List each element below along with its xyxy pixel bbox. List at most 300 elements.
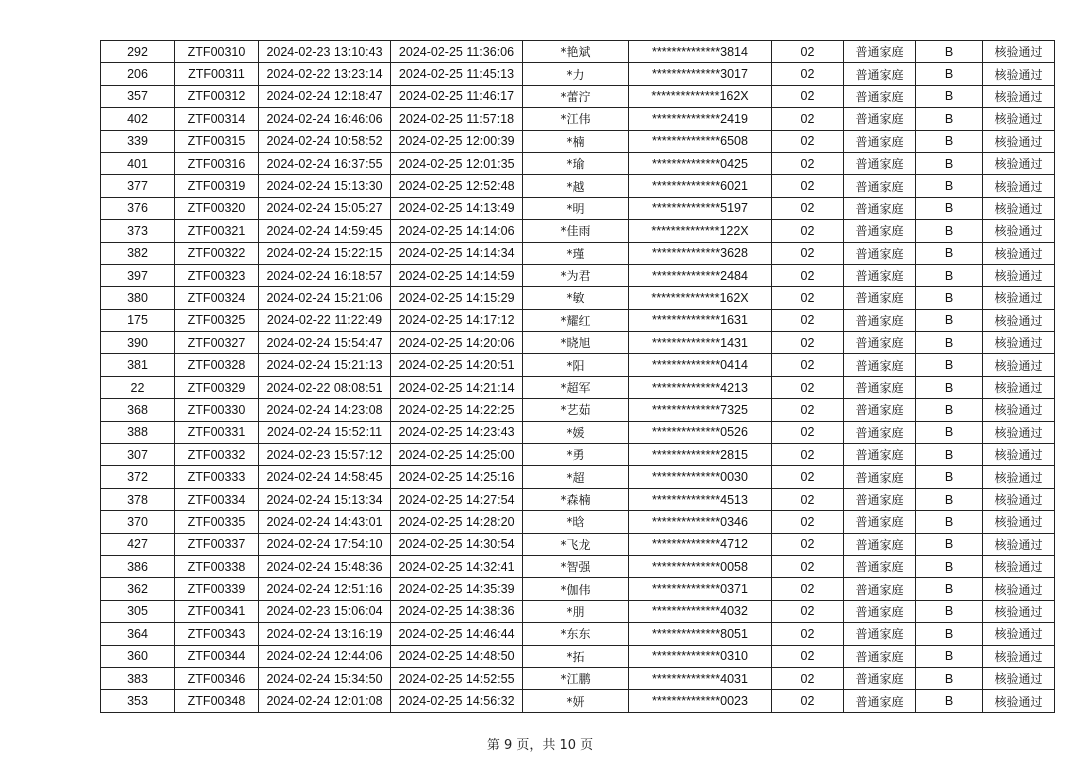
status-cell: 核验通过 (983, 578, 1055, 600)
status-cell: 核验通过 (983, 444, 1055, 466)
family-type-cell: 普通家庭 (844, 354, 916, 376)
review-time-cell: 2024-02-25 11:36:06 (391, 41, 523, 63)
serial-no-cell: 373 (101, 220, 175, 242)
category-code-cell: 02 (772, 309, 844, 331)
family-type-cell: 普通家庭 (844, 41, 916, 63)
table-row (101, 197, 1055, 219)
serial-no-cell: 386 (101, 555, 175, 577)
application-id-cell: ZTF00348 (175, 690, 259, 712)
applicant-name-cell: *东东 (523, 623, 629, 645)
category-code-cell: 02 (772, 197, 844, 219)
review-time-cell: 2024-02-25 12:01:35 (391, 152, 523, 174)
family-type-cell: 普通家庭 (844, 220, 916, 242)
status-cell: 核验通过 (983, 152, 1055, 174)
category-code-cell: 02 (772, 63, 844, 85)
table-row (101, 444, 1055, 466)
serial-no-cell: 378 (101, 488, 175, 510)
grade-cell: B (916, 332, 983, 354)
review-time-cell: 2024-02-25 12:52:48 (391, 175, 523, 197)
submit-time-cell: 2024-02-24 12:44:06 (259, 645, 391, 667)
applicant-name-cell: *晗 (523, 511, 629, 533)
table-row (101, 578, 1055, 600)
applicant-name-cell: *超 (523, 466, 629, 488)
family-type-cell: 普通家庭 (844, 466, 916, 488)
id-number-cell: **************4513 (629, 488, 772, 510)
applicant-name-cell: *为君 (523, 264, 629, 286)
category-code-cell: 02 (772, 645, 844, 667)
family-type-cell: 普通家庭 (844, 578, 916, 600)
family-type-cell: 普通家庭 (844, 645, 916, 667)
review-time-cell: 2024-02-25 14:38:36 (391, 600, 523, 622)
application-id-cell: ZTF00310 (175, 41, 259, 63)
id-number-cell: **************7325 (629, 399, 772, 421)
grade-cell: B (916, 623, 983, 645)
family-type-cell: 普通家庭 (844, 444, 916, 466)
category-code-cell: 02 (772, 264, 844, 286)
applicant-name-cell: *越 (523, 175, 629, 197)
serial-no-cell: 362 (101, 578, 175, 600)
application-id-cell: ZTF00337 (175, 533, 259, 555)
family-type-cell: 普通家庭 (844, 421, 916, 443)
serial-no-cell: 372 (101, 466, 175, 488)
table-row (101, 41, 1055, 63)
applicant-name-cell: *智强 (523, 555, 629, 577)
application-id-cell: ZTF00322 (175, 242, 259, 264)
id-number-cell: **************0425 (629, 152, 772, 174)
status-cell: 核验通过 (983, 197, 1055, 219)
serial-no-cell: 380 (101, 287, 175, 309)
id-number-cell: **************0310 (629, 645, 772, 667)
category-code-cell: 02 (772, 108, 844, 130)
review-time-cell: 2024-02-25 11:46:17 (391, 85, 523, 107)
family-type-cell: 普通家庭 (844, 242, 916, 264)
table-row (101, 690, 1055, 712)
submit-time-cell: 2024-02-24 15:21:06 (259, 287, 391, 309)
id-number-cell: **************0023 (629, 690, 772, 712)
category-code-cell: 02 (772, 399, 844, 421)
family-type-cell: 普通家庭 (844, 287, 916, 309)
category-code-cell: 02 (772, 175, 844, 197)
status-cell: 核验通过 (983, 667, 1055, 689)
review-time-cell: 2024-02-25 14:21:14 (391, 376, 523, 398)
submit-time-cell: 2024-02-24 14:43:01 (259, 511, 391, 533)
category-code-cell: 02 (772, 466, 844, 488)
submit-time-cell: 2024-02-24 17:54:10 (259, 533, 391, 555)
category-code-cell: 02 (772, 533, 844, 555)
category-code-cell: 02 (772, 130, 844, 152)
family-type-cell: 普通家庭 (844, 85, 916, 107)
table-row (101, 63, 1055, 85)
table-row (101, 332, 1055, 354)
table-row (101, 533, 1055, 555)
submit-time-cell: 2024-02-24 15:13:34 (259, 488, 391, 510)
category-code-cell: 02 (772, 421, 844, 443)
family-type-cell: 普通家庭 (844, 690, 916, 712)
applicant-name-cell: *明 (523, 197, 629, 219)
applicant-name-cell: *伽伟 (523, 578, 629, 600)
submit-time-cell: 2024-02-24 16:37:55 (259, 152, 391, 174)
serial-no-cell: 370 (101, 511, 175, 533)
application-id-cell: ZTF00331 (175, 421, 259, 443)
grade-cell: B (916, 690, 983, 712)
serial-no-cell: 402 (101, 108, 175, 130)
status-cell: 核验通过 (983, 41, 1055, 63)
page-number-footer: 第 9 页，共 10 页 (486, 738, 594, 753)
submit-time-cell: 2024-02-22 13:23:14 (259, 63, 391, 85)
grade-cell: B (916, 220, 983, 242)
grade-cell: B (916, 600, 983, 622)
application-id-cell: ZTF00334 (175, 488, 259, 510)
submit-time-cell: 2024-02-24 10:58:52 (259, 130, 391, 152)
application-id-cell: ZTF00319 (175, 175, 259, 197)
review-time-cell: 2024-02-25 14:25:00 (391, 444, 523, 466)
application-id-cell: ZTF00344 (175, 645, 259, 667)
submit-time-cell: 2024-02-22 08:08:51 (259, 376, 391, 398)
status-cell: 核验通过 (983, 354, 1055, 376)
review-time-cell: 2024-02-25 14:56:32 (391, 690, 523, 712)
table-row (101, 264, 1055, 286)
category-code-cell: 02 (772, 444, 844, 466)
status-cell: 核验通过 (983, 242, 1055, 264)
application-id-cell: ZTF00320 (175, 197, 259, 219)
status-cell: 核验通过 (983, 85, 1055, 107)
grade-cell: B (916, 645, 983, 667)
application-id-cell: ZTF00316 (175, 152, 259, 174)
grade-cell: B (916, 511, 983, 533)
table-row (101, 421, 1055, 443)
grade-cell: B (916, 376, 983, 398)
submit-time-cell: 2024-02-24 15:21:13 (259, 354, 391, 376)
grade-cell: B (916, 85, 983, 107)
family-type-cell: 普通家庭 (844, 332, 916, 354)
grade-cell: B (916, 287, 983, 309)
serial-no-cell: 353 (101, 690, 175, 712)
applicant-name-cell: *佳雨 (523, 220, 629, 242)
submit-time-cell: 2024-02-24 12:01:08 (259, 690, 391, 712)
family-type-cell: 普通家庭 (844, 511, 916, 533)
submit-time-cell: 2024-02-24 15:54:47 (259, 332, 391, 354)
grade-cell: B (916, 466, 983, 488)
review-time-cell: 2024-02-25 11:45:13 (391, 63, 523, 85)
serial-no-cell: 382 (101, 242, 175, 264)
id-number-cell: **************4712 (629, 533, 772, 555)
table-row (101, 354, 1055, 376)
table-row (101, 242, 1055, 264)
status-cell: 核验通过 (983, 399, 1055, 421)
serial-no-cell: 360 (101, 645, 175, 667)
application-id-cell: ZTF00311 (175, 63, 259, 85)
review-time-cell: 2024-02-25 14:14:59 (391, 264, 523, 286)
grade-cell: B (916, 242, 983, 264)
applicant-name-cell: *敏 (523, 287, 629, 309)
review-time-cell: 2024-02-25 11:57:18 (391, 108, 523, 130)
id-number-cell: **************2484 (629, 264, 772, 286)
applicant-name-cell: *超军 (523, 376, 629, 398)
category-code-cell: 02 (772, 354, 844, 376)
review-time-cell: 2024-02-25 14:27:54 (391, 488, 523, 510)
submit-time-cell: 2024-02-24 14:23:08 (259, 399, 391, 421)
table-row (101, 600, 1055, 622)
table-row (101, 555, 1055, 577)
grade-cell: B (916, 488, 983, 510)
application-id-cell: ZTF00330 (175, 399, 259, 421)
application-id-cell: ZTF00339 (175, 578, 259, 600)
category-code-cell: 02 (772, 578, 844, 600)
grade-cell: B (916, 41, 983, 63)
status-cell: 核验通过 (983, 690, 1055, 712)
applicant-name-cell: *媛 (523, 421, 629, 443)
grade-cell: B (916, 533, 983, 555)
category-code-cell: 02 (772, 600, 844, 622)
family-type-cell: 普通家庭 (844, 623, 916, 645)
table-row (101, 130, 1055, 152)
table-row (101, 511, 1055, 533)
family-type-cell: 普通家庭 (844, 533, 916, 555)
applicant-name-cell: *楠 (523, 130, 629, 152)
application-id-cell: ZTF00332 (175, 444, 259, 466)
status-cell: 核验通过 (983, 645, 1055, 667)
applicant-name-cell: *蕾泞 (523, 85, 629, 107)
family-type-cell: 普通家庭 (844, 175, 916, 197)
grade-cell: B (916, 63, 983, 85)
id-number-cell: **************2419 (629, 108, 772, 130)
table-row (101, 152, 1055, 174)
table-row (101, 667, 1055, 689)
submit-time-cell: 2024-02-24 15:05:27 (259, 197, 391, 219)
review-time-cell: 2024-02-25 14:14:34 (391, 242, 523, 264)
family-type-cell: 普通家庭 (844, 488, 916, 510)
category-code-cell: 02 (772, 690, 844, 712)
table-row (101, 309, 1055, 331)
grade-cell: B (916, 197, 983, 219)
status-cell: 核验通过 (983, 466, 1055, 488)
review-time-cell: 2024-02-25 14:46:44 (391, 623, 523, 645)
table-row (101, 645, 1055, 667)
submit-time-cell: 2024-02-24 12:51:16 (259, 578, 391, 600)
serial-no-cell: 364 (101, 623, 175, 645)
submit-time-cell: 2024-02-24 15:13:30 (259, 175, 391, 197)
application-id-cell: ZTF00335 (175, 511, 259, 533)
serial-no-cell: 377 (101, 175, 175, 197)
grade-cell: B (916, 399, 983, 421)
status-cell: 核验通过 (983, 130, 1055, 152)
review-time-cell: 2024-02-25 14:48:50 (391, 645, 523, 667)
family-type-cell: 普通家庭 (844, 264, 916, 286)
submit-time-cell: 2024-02-24 16:46:06 (259, 108, 391, 130)
serial-no-cell: 427 (101, 533, 175, 555)
id-number-cell: **************162X (629, 85, 772, 107)
review-time-cell: 2024-02-25 12:00:39 (391, 130, 523, 152)
submit-time-cell: 2024-02-23 15:06:04 (259, 600, 391, 622)
submit-time-cell: 2024-02-24 15:22:15 (259, 242, 391, 264)
grade-cell: B (916, 175, 983, 197)
id-number-cell: **************5197 (629, 197, 772, 219)
serial-no-cell: 381 (101, 354, 175, 376)
review-time-cell: 2024-02-25 14:28:20 (391, 511, 523, 533)
submit-time-cell: 2024-02-24 15:34:50 (259, 667, 391, 689)
serial-no-cell: 368 (101, 399, 175, 421)
id-number-cell: **************0030 (629, 466, 772, 488)
status-cell: 核验通过 (983, 555, 1055, 577)
applicant-name-cell: *晓旭 (523, 332, 629, 354)
application-id-cell: ZTF00325 (175, 309, 259, 331)
applicant-name-cell: *瑾 (523, 242, 629, 264)
id-number-cell: **************3628 (629, 242, 772, 264)
id-number-cell: **************0526 (629, 421, 772, 443)
id-number-cell: **************3017 (629, 63, 772, 85)
serial-no-cell: 206 (101, 63, 175, 85)
table-row (101, 399, 1055, 421)
applicant-name-cell: *艺茹 (523, 399, 629, 421)
application-id-cell: ZTF00329 (175, 376, 259, 398)
applicant-name-cell: *力 (523, 63, 629, 85)
application-id-cell: ZTF00338 (175, 555, 259, 577)
applicant-name-cell: *江鹏 (523, 667, 629, 689)
submit-time-cell: 2024-02-22 11:22:49 (259, 309, 391, 331)
id-number-cell: **************4031 (629, 667, 772, 689)
id-number-cell: **************0346 (629, 511, 772, 533)
review-time-cell: 2024-02-25 14:20:51 (391, 354, 523, 376)
table-row (101, 85, 1055, 107)
status-cell: 核验通过 (983, 376, 1055, 398)
application-id-cell: ZTF00324 (175, 287, 259, 309)
grade-cell: B (916, 578, 983, 600)
category-code-cell: 02 (772, 85, 844, 107)
application-id-cell: ZTF00346 (175, 667, 259, 689)
table-row (101, 623, 1055, 645)
id-number-cell: **************3814 (629, 41, 772, 63)
table-row (101, 175, 1055, 197)
review-time-cell: 2024-02-25 14:15:29 (391, 287, 523, 309)
id-number-cell: **************122X (629, 220, 772, 242)
application-id-cell: ZTF00321 (175, 220, 259, 242)
category-code-cell: 02 (772, 623, 844, 645)
id-number-cell: **************6021 (629, 175, 772, 197)
submit-time-cell: 2024-02-24 16:18:57 (259, 264, 391, 286)
status-cell: 核验通过 (983, 488, 1055, 510)
applicant-name-cell: *勇 (523, 444, 629, 466)
id-number-cell: **************2815 (629, 444, 772, 466)
grade-cell: B (916, 667, 983, 689)
review-time-cell: 2024-02-25 14:32:41 (391, 555, 523, 577)
id-number-cell: **************4213 (629, 376, 772, 398)
application-id-cell: ZTF00323 (175, 264, 259, 286)
family-type-cell: 普通家庭 (844, 667, 916, 689)
family-type-cell: 普通家庭 (844, 63, 916, 85)
category-code-cell: 02 (772, 220, 844, 242)
review-time-cell: 2024-02-25 14:25:16 (391, 466, 523, 488)
category-code-cell: 02 (772, 41, 844, 63)
table-row (101, 220, 1055, 242)
grade-cell: B (916, 444, 983, 466)
category-code-cell: 02 (772, 555, 844, 577)
category-code-cell: 02 (772, 242, 844, 264)
application-id-cell: ZTF00314 (175, 108, 259, 130)
status-cell: 核验通过 (983, 63, 1055, 85)
submit-time-cell: 2024-02-24 14:58:45 (259, 466, 391, 488)
submit-time-cell: 2024-02-24 13:16:19 (259, 623, 391, 645)
category-code-cell: 02 (772, 667, 844, 689)
submit-time-cell: 2024-02-24 14:59:45 (259, 220, 391, 242)
family-type-cell: 普通家庭 (844, 555, 916, 577)
review-time-cell: 2024-02-25 14:14:06 (391, 220, 523, 242)
category-code-cell: 02 (772, 332, 844, 354)
category-code-cell: 02 (772, 488, 844, 510)
category-code-cell: 02 (772, 511, 844, 533)
serial-no-cell: 390 (101, 332, 175, 354)
table-row (101, 287, 1055, 309)
serial-no-cell: 397 (101, 264, 175, 286)
application-id-cell: ZTF00328 (175, 354, 259, 376)
status-cell: 核验通过 (983, 533, 1055, 555)
applicant-name-cell: *瑜 (523, 152, 629, 174)
status-cell: 核验通过 (983, 287, 1055, 309)
serial-no-cell: 357 (101, 85, 175, 107)
family-type-cell: 普通家庭 (844, 600, 916, 622)
id-number-cell: **************0414 (629, 354, 772, 376)
serial-no-cell: 22 (101, 376, 175, 398)
table-row (101, 488, 1055, 510)
family-type-cell: 普通家庭 (844, 152, 916, 174)
status-cell: 核验通过 (983, 600, 1055, 622)
review-time-cell: 2024-02-25 14:23:43 (391, 421, 523, 443)
application-id-cell: ZTF00315 (175, 130, 259, 152)
status-cell: 核验通过 (983, 511, 1055, 533)
application-id-cell: ZTF00341 (175, 600, 259, 622)
status-cell: 核验通过 (983, 309, 1055, 331)
status-cell: 核验通过 (983, 332, 1055, 354)
grade-cell: B (916, 354, 983, 376)
submit-time-cell: 2024-02-23 13:10:43 (259, 41, 391, 63)
grade-cell: B (916, 108, 983, 130)
grade-cell: B (916, 264, 983, 286)
submit-time-cell: 2024-02-24 12:18:47 (259, 85, 391, 107)
applicant-name-cell: *飞龙 (523, 533, 629, 555)
grade-cell: B (916, 555, 983, 577)
application-id-cell: ZTF00343 (175, 623, 259, 645)
grade-cell: B (916, 152, 983, 174)
review-time-cell: 2024-02-25 14:20:06 (391, 332, 523, 354)
id-number-cell: **************6508 (629, 130, 772, 152)
id-number-cell: **************1431 (629, 332, 772, 354)
serial-no-cell: 383 (101, 667, 175, 689)
grade-cell: B (916, 130, 983, 152)
status-cell: 核验通过 (983, 108, 1055, 130)
review-time-cell: 2024-02-25 14:22:25 (391, 399, 523, 421)
records-table-body (101, 41, 1055, 713)
category-code-cell: 02 (772, 376, 844, 398)
applicant-name-cell: *森楠 (523, 488, 629, 510)
family-type-cell: 普通家庭 (844, 376, 916, 398)
serial-no-cell: 305 (101, 600, 175, 622)
application-id-cell: ZTF00312 (175, 85, 259, 107)
applicant-name-cell: *艳斌 (523, 41, 629, 63)
family-type-cell: 普通家庭 (844, 197, 916, 219)
family-type-cell: 普通家庭 (844, 309, 916, 331)
review-time-cell: 2024-02-25 14:35:39 (391, 578, 523, 600)
applicant-name-cell: *江伟 (523, 108, 629, 130)
submit-time-cell: 2024-02-23 15:57:12 (259, 444, 391, 466)
serial-no-cell: 292 (101, 41, 175, 63)
serial-no-cell: 339 (101, 130, 175, 152)
applicant-name-cell: *阳 (523, 354, 629, 376)
status-cell: 核验通过 (983, 264, 1055, 286)
family-type-cell: 普通家庭 (844, 399, 916, 421)
application-id-cell: ZTF00333 (175, 466, 259, 488)
review-time-cell: 2024-02-25 14:52:55 (391, 667, 523, 689)
grade-cell: B (916, 421, 983, 443)
id-number-cell: **************1631 (629, 309, 772, 331)
